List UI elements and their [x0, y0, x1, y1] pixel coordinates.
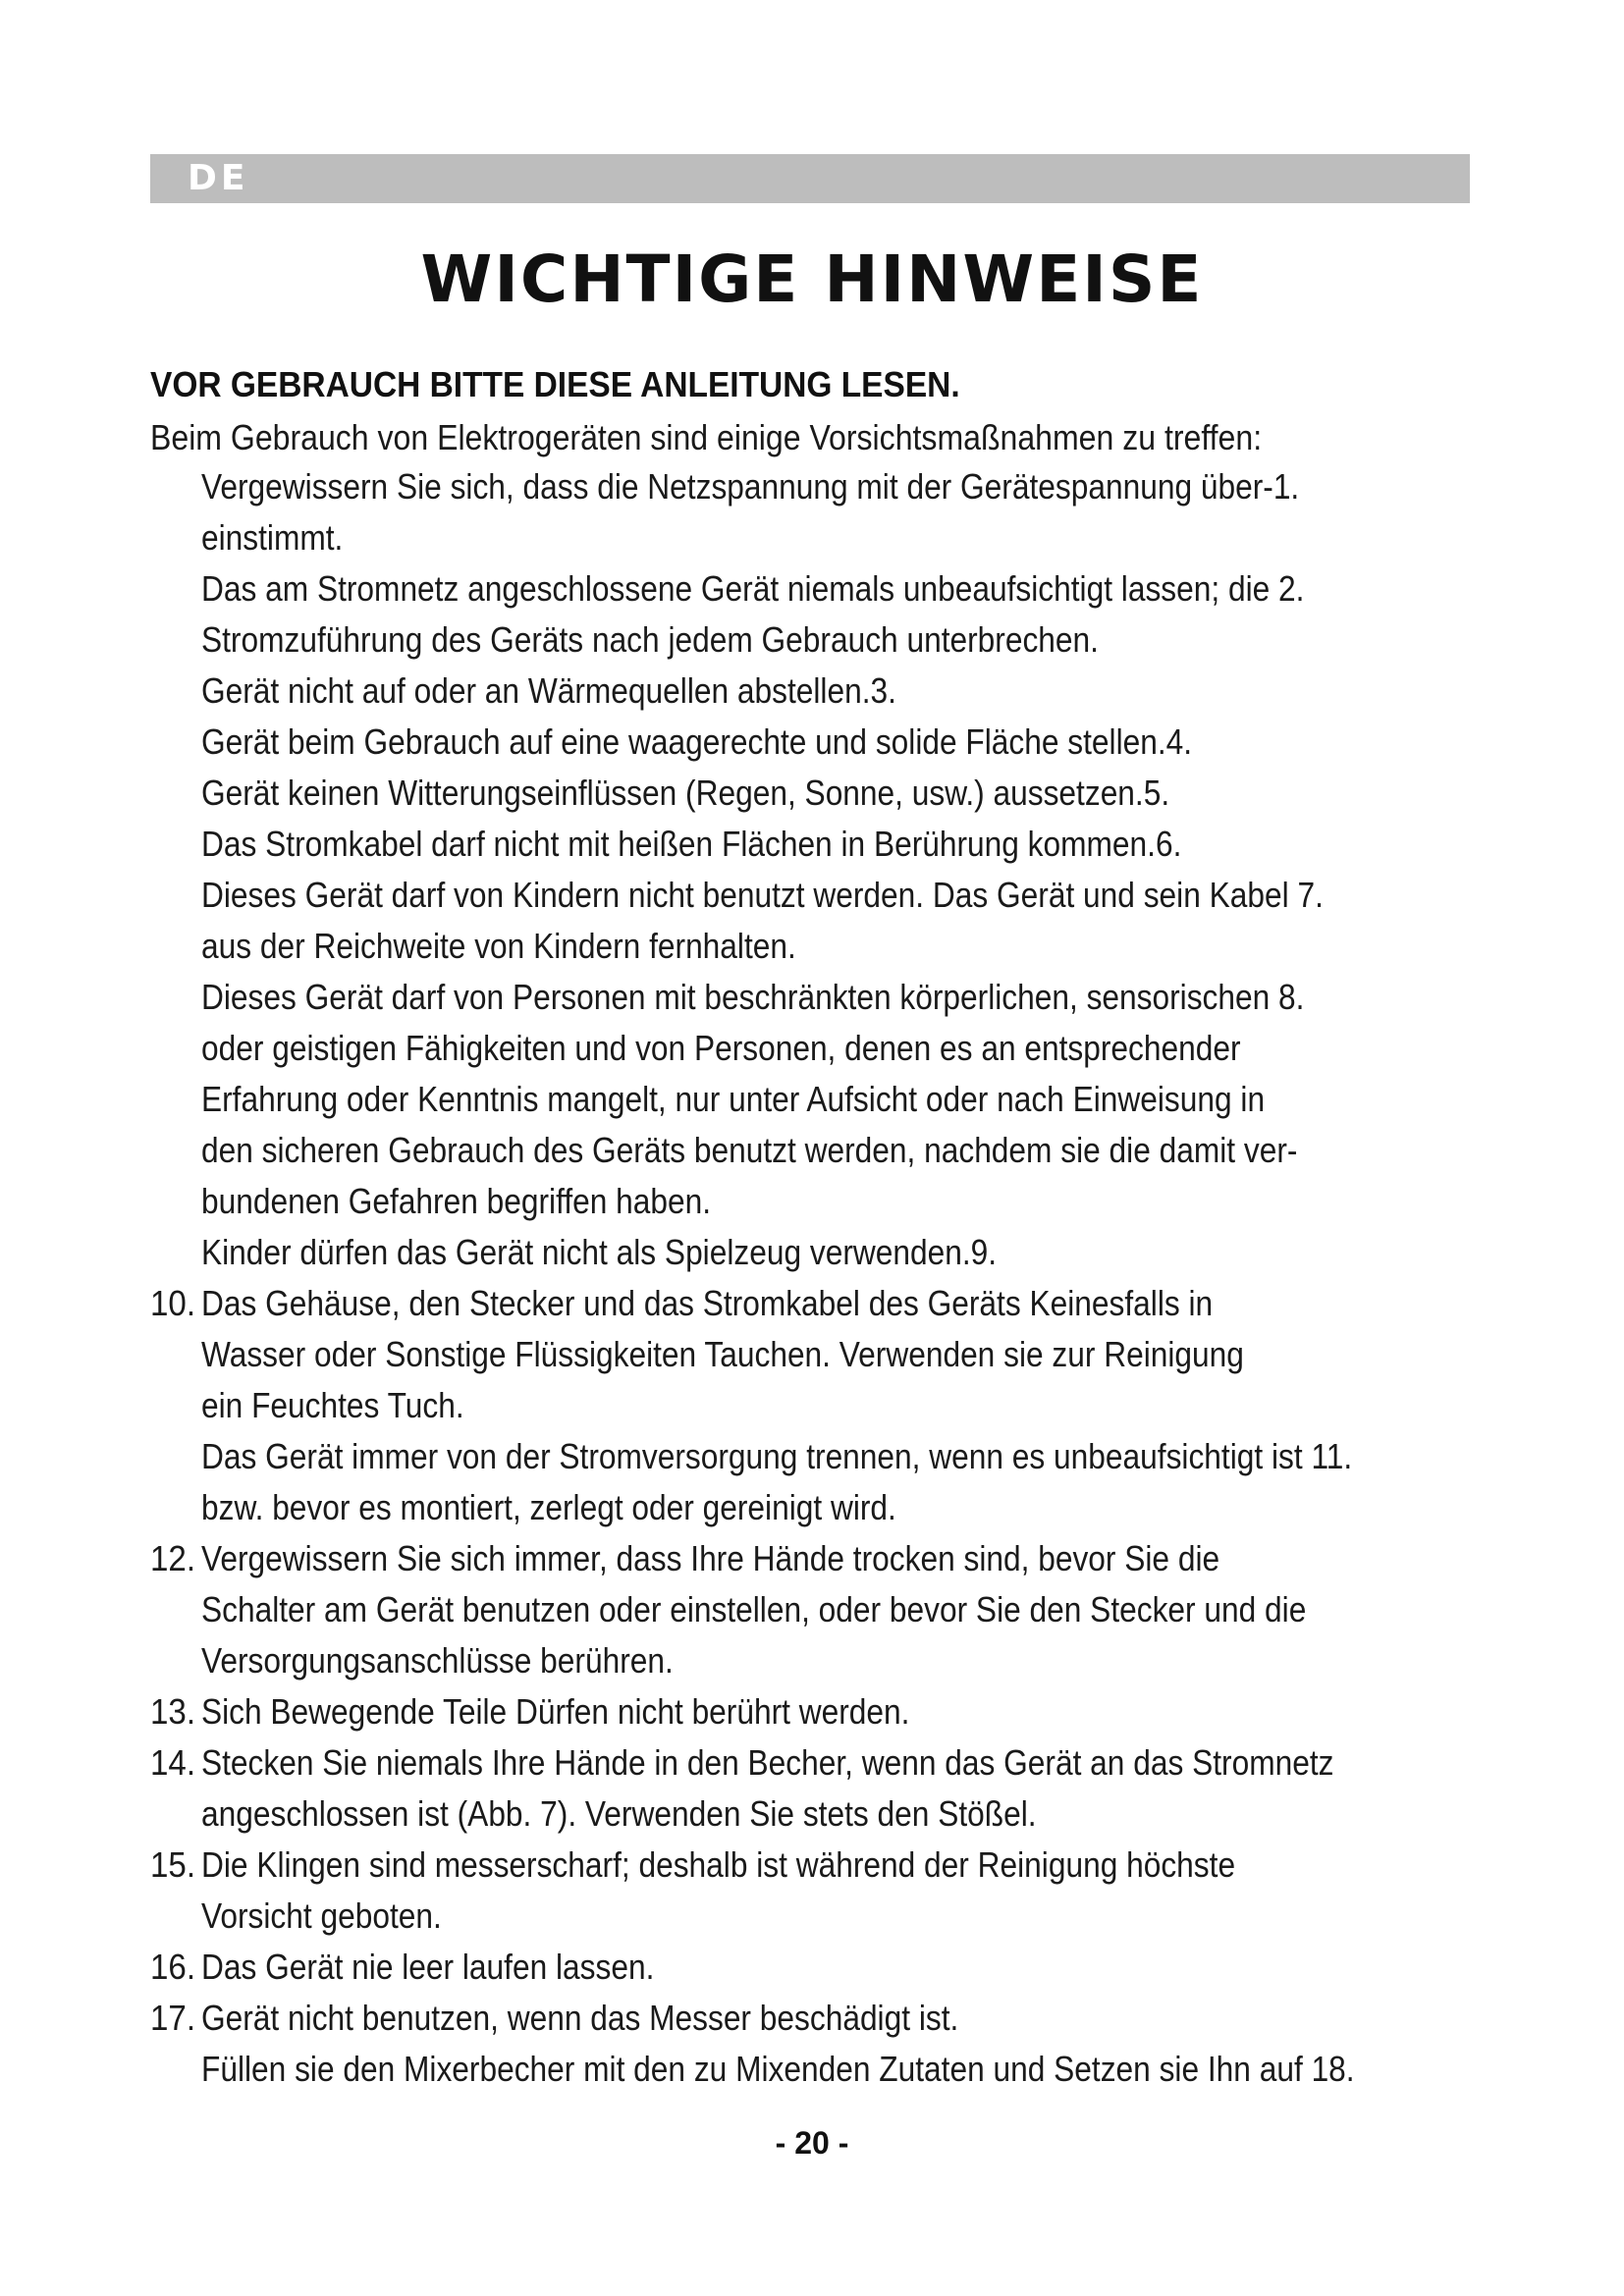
instruction-line: [150, 972, 1525, 1023]
instruction-line: [150, 1074, 1525, 1125]
intro-text: Beim Gebrauch von Elektrogeräten sind einige Vorsichtsmaßnahmen zu treffen:: [150, 417, 1263, 457]
instruction-number: 16.: [150, 1947, 196, 1987]
instruction-line: [150, 768, 1525, 819]
instruction-line: [150, 1891, 1525, 1942]
instruction-text: Gerät keinen Witterungseinflüssen (Regen, Sonne, usw.) aussetzen.5.: [201, 773, 1170, 813]
instruction-line: [150, 717, 1525, 768]
page-number: - 20 -: [775, 2125, 849, 2161]
instruction-number: 10.: [150, 1283, 196, 1323]
instruction-text: Dieses Gerät darf von Personen mit beschränkten körperlichen, sensorischen 8.: [201, 977, 1305, 1017]
instruction-line: [150, 563, 1525, 614]
instruction-line: [150, 1635, 1525, 1686]
instruction-text: angeschlossen ist (Abb. 7). Verwenden Sie stets den Stößel.: [201, 1793, 1037, 1834]
instruction-line: [150, 921, 1525, 972]
instruction-text: Das Gerät nie leer laufen lassen.: [201, 1947, 655, 1987]
instruction-line: [150, 1431, 1525, 1482]
instruction-text: Vorsicht geboten.: [201, 1896, 442, 1936]
instruction-line: [150, 666, 1525, 717]
language-code: DE: [188, 158, 249, 198]
instruction-text: einstimmt.: [201, 517, 344, 558]
instruction-text: bundenen Gefahren begriffen haben.: [201, 1181, 712, 1221]
instruction-line: [150, 1278, 1525, 1329]
instruction-text: Stromzuführung des Geräts nach jedem Gebrauch unterbrechen.: [201, 619, 1099, 660]
instruction-number: 14.: [150, 1742, 196, 1783]
section-subtitle: VOR GEBRAUCH BITTE DIESE ANLEITUNG LESEN.: [150, 364, 960, 404]
instruction-line: [150, 870, 1525, 921]
instruction-text: aus der Reichweite von Kindern fernhalten.: [201, 926, 796, 966]
instruction-line: [150, 1380, 1525, 1431]
instruction-line: [150, 614, 1525, 666]
instruction-text: bzw. bevor es montiert, zerlegt oder gereinigt wird.: [201, 1487, 896, 1527]
instruction-line: [150, 1942, 1525, 1993]
instruction-line: [150, 1584, 1525, 1635]
language-header-bar: [150, 154, 1470, 203]
instruction-text: den sicheren Gebrauch des Geräts benutzt werden, nachdem sie die damit ver-: [201, 1130, 1298, 1170]
instruction-number: 13.: [150, 1691, 196, 1732]
instruction-text: Versorgungsanschlüsse berühren.: [201, 1640, 674, 1681]
instruction-line: [150, 1533, 1525, 1584]
instruction-text: Erfahrung oder Kenntnis mangelt, nur unter Aufsicht oder nach Einweisung in: [201, 1079, 1266, 1119]
instruction-line: [150, 1737, 1525, 1789]
instruction-text: Wasser oder Sonstige Flüssigkeiten Tauchen. Verwenden sie zur Reinigung: [201, 1334, 1244, 1374]
instruction-text: Das am Stromnetz angeschlossene Gerät niemals unbeaufsichtigt lassen; die 2.: [201, 568, 1305, 609]
instruction-line: [150, 1023, 1525, 1074]
instruction-line: [150, 1993, 1525, 2044]
instruction-text: Vergewissern Sie sich immer, dass Ihre Hände trocken sind, bevor Sie die: [201, 1538, 1220, 1578]
instruction-text: Gerät nicht auf oder an Wärmequellen abstellen.3.: [201, 670, 896, 711]
instruction-text: Vergewissern Sie sich, dass die Netzspannung mit der Gerätespannung über-1.: [201, 466, 1300, 507]
instruction-number: 17.: [150, 1998, 196, 2038]
instruction-text: Schalter am Gerät benutzen oder einstellen, oder bevor Sie den Stecker und die: [201, 1589, 1307, 1629]
instruction-text: Das Stromkabel darf nicht mit heißen Flächen in Berührung kommen.6.: [201, 824, 1182, 864]
instruction-line: [150, 1227, 1525, 1278]
page-title: WICHTIGE HINWEISE: [420, 241, 1204, 317]
instruction-line: [150, 1176, 1525, 1227]
instruction-text: Kinder dürfen das Gerät nicht als Spielzeug verwenden.9.: [201, 1232, 998, 1272]
instruction-line: [150, 512, 1525, 563]
instruction-text: Füllen sie den Mixerbecher mit den zu Mixenden Zutaten und Setzen sie Ihn auf 18.: [201, 2049, 1355, 2089]
instruction-text: Die Klingen sind messerscharf; deshalb ist während der Reinigung höchste: [201, 1844, 1236, 1885]
instruction-number: 15.: [150, 1844, 196, 1885]
instruction-line: [150, 1329, 1525, 1380]
instruction-line: [150, 1840, 1525, 1891]
instruction-text: Gerät nicht benutzen, wenn das Messer beschädigt ist.: [201, 1998, 959, 2038]
instruction-text: oder geistigen Fähigkeiten und von Personen, denen es an entsprechender: [201, 1028, 1241, 1068]
safety-instructions-list: [150, 461, 1525, 2095]
instruction-text: Dieses Gerät darf von Kindern nicht benutzt werden. Das Gerät und sein Kabel 7.: [201, 875, 1324, 915]
instruction-line: [150, 1125, 1525, 1176]
instruction-line: [150, 461, 1525, 512]
instruction-text: Stecken Sie niemals Ihre Hände in den Becher, wenn das Gerät an das Stromnetz: [201, 1742, 1334, 1783]
instruction-line: [150, 1482, 1525, 1533]
instruction-number: 12.: [150, 1538, 196, 1578]
instruction-line: [150, 819, 1525, 870]
instruction-text: Das Gerät immer von der Stromversorgung trennen, wenn es unbeaufsichtigt ist 11.: [201, 1436, 1353, 1476]
instruction-text: ein Feuchtes Tuch.: [201, 1385, 464, 1425]
instruction-text: Sich Bewegende Teile Dürfen nicht berührt werden.: [201, 1691, 910, 1732]
instruction-line: [150, 1686, 1525, 1737]
instruction-text: Gerät beim Gebrauch auf eine waagerechte und solide Fläche stellen.4.: [201, 721, 1193, 762]
instruction-line: [150, 1789, 1525, 1840]
instruction-line: [150, 2044, 1525, 2095]
instruction-text: Das Gehäuse, den Stecker und das Stromkabel des Geräts Keinesfalls in: [201, 1283, 1214, 1323]
